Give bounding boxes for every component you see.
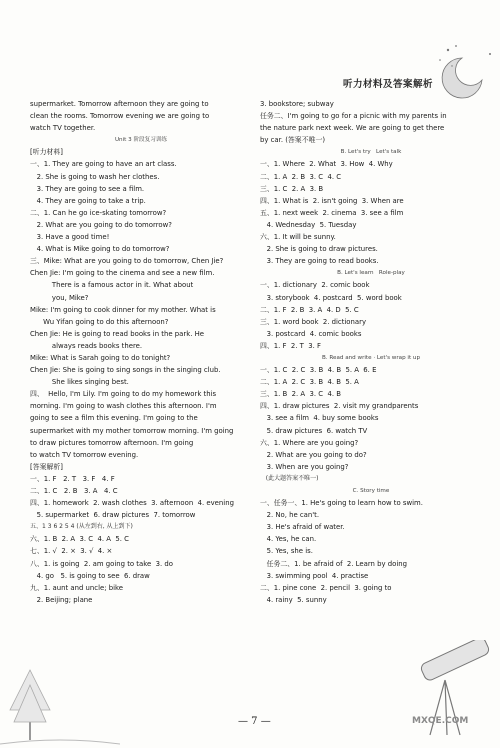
- text-line: 4. rainy 5. sunny: [260, 595, 327, 604]
- text-line: 4. What is Mike going to do tomorrow?: [30, 245, 170, 254]
- text-line: 三、1. B 2. A 3. C 4. B: [260, 390, 341, 399]
- text-line: 3. storybook 4. postcard 5. word book: [260, 293, 402, 302]
- text-line: to watch TV tomorrow evening.: [30, 450, 139, 459]
- text-line: 4. Wednesday 5. Tuesday: [260, 220, 357, 229]
- text-line: 六、1. It will be sunny.: [260, 233, 336, 242]
- text-line: (此大题答案不唯一): [260, 474, 319, 482]
- text-line: 二、1. F 2. B 3. A 4. D 5. C: [260, 305, 359, 314]
- text-line: 2. What are you going to do tomorrow?: [30, 220, 172, 229]
- text-line: 一、1. F 2. T 3. F 4. F: [30, 474, 115, 483]
- text-line: 4. Yes, he can.: [260, 535, 317, 544]
- text-line: [听力材料]: [30, 148, 63, 157]
- text-line: [答案解析]: [30, 462, 63, 471]
- text-line: 二、1. pine cone 2. pencil 3. going to: [260, 583, 392, 592]
- text-line: clean the rooms. Tomorrow evening we are going to: [30, 112, 210, 121]
- text-line: 3. swimming pool 4. practise: [260, 571, 369, 580]
- text-line: 二、1. A 2. C 3. B 4. B 5. A: [260, 378, 359, 387]
- text-line: 4. They are going to take a trip.: [30, 196, 146, 205]
- text-line: Chen Jie: She is going to sing songs in the singing club.: [30, 366, 221, 375]
- text-line: 四、1. F 2. T 3. F: [260, 341, 321, 350]
- text-line: 2. She is going to draw pictures.: [260, 245, 378, 254]
- section-heading: B. Let's try Let's talk: [340, 149, 402, 156]
- text-line: by car. (答案不唯一): [260, 136, 326, 145]
- text-line: 5. Yes, she is.: [260, 547, 313, 556]
- text-line: 3. He's afraid of water.: [260, 523, 345, 532]
- left-column: [30, 98, 252, 606]
- text-line: 任务二、I'm going to go for a picnic with my parents in: [260, 112, 447, 121]
- telescope-decoration: [400, 640, 500, 748]
- text-line: 一、任务一、1. He's going to learn how to swim.: [260, 499, 423, 508]
- text-line: 2. Beijing; plane: [30, 595, 93, 604]
- text-line: There is a famous actor in it. What about: [30, 281, 194, 290]
- text-line: always reads books there.: [30, 341, 143, 350]
- text-line: 2. What are you going to do?: [260, 450, 367, 459]
- text-line: Chen Jie: I'm going to the cinema and see a new film.: [30, 269, 215, 278]
- text-line: 四、1. homework 2. wash clothes 3. afternoon 4. evening: [30, 499, 234, 508]
- text-line: watch TV together.: [30, 124, 96, 133]
- text-line: 2. No, he can't.: [260, 511, 320, 520]
- text-line: Mike: What is Sarah going to do tonight?: [30, 353, 171, 362]
- section-heading: Unit 3 阶段复习训练: [114, 137, 168, 144]
- text-line: supermarket with my mother tomorrow morning. I'm going: [30, 426, 234, 435]
- text-line: 四、1. draw pictures 2. visit my grandparents: [260, 402, 419, 411]
- text-line: 3. postcard 4. comic books: [260, 329, 362, 338]
- text-line: 七、1. √ 2. × 3. √ 4. ×: [30, 547, 113, 556]
- text-line: 4. go 5. is going to see 6. draw: [30, 571, 150, 580]
- section-heading: B. Let's learn Role-play: [337, 270, 405, 277]
- tree-decoration: [0, 640, 120, 748]
- text-line: you, Mike?: [30, 293, 89, 302]
- text-line: 三、1. C 2. A 3. B: [260, 184, 324, 193]
- text-line: 3. They are going to read books.: [260, 257, 379, 266]
- text-line: Wu Yifan going to do this afternoon?: [30, 317, 169, 326]
- text-line: 六、1. B 2. A 3. C 4. A 5. C: [30, 535, 129, 544]
- text-line: 一、1. Where 2. What 3. How 4. Why: [260, 160, 393, 169]
- text-line: to draw pictures tomorrow afternoon. I'm going: [30, 438, 194, 447]
- text-line: supermarket. Tomorrow afternoon they are going to: [30, 100, 209, 108]
- text-line: Chen Jie: He is going to read books in the park. He: [30, 329, 204, 338]
- text-line: 六、1. Where are you going?: [260, 438, 359, 447]
- text-line: 五、1 3 6 2 5 4 (从左到右, 从上到下): [30, 523, 133, 531]
- header-moon-stars-decoration: [390, 40, 500, 100]
- text-line: She likes singing best.: [30, 378, 129, 387]
- text-line: 5. supermarket 6. draw pictures 7. tomorrow: [30, 511, 196, 520]
- right-column: [260, 98, 482, 606]
- text-line: 二、1. A 2. B 3. C 4. C: [260, 172, 342, 181]
- text-line: 3. Have a good time!: [30, 233, 110, 242]
- text-line: 3. When are you going?: [260, 462, 349, 471]
- text-line: 5. draw pictures 6. watch TV: [260, 426, 368, 435]
- text-line: 一、1. C 2. C 3. B 4. B 5. A 6. E: [260, 366, 377, 375]
- text-line: 3. They are going to see a film.: [30, 184, 145, 193]
- text-line: 二、1. Can he go ice-skating tomorrow?: [30, 208, 167, 217]
- text-line: Mike: I'm going to cook dinner for my mother. What is: [30, 305, 216, 314]
- text-line: 三、1. word book 2. dictionary: [260, 317, 367, 326]
- text-line: 3. see a film 4. buy some books: [260, 414, 379, 423]
- text-line: 一、1. dictionary 2. comic book: [260, 281, 370, 290]
- text-line: 3. bookstore; subway: [260, 100, 334, 108]
- text-line: 八、1. is going 2. am going to take 3. do: [30, 559, 173, 568]
- text-line: 2. She is going to wash her clothes.: [30, 172, 160, 181]
- page-number: — 7 —: [238, 716, 271, 727]
- text-line: 四、 Hello, I'm Lily. I'm going to do my homework this: [30, 390, 217, 399]
- page-header-title: 听力材料及答案解析: [343, 79, 434, 90]
- text-line: 三、Mike: What are you going to do tomorrow, Chen Jie?: [30, 257, 224, 266]
- watermark: MXQE.COM: [412, 716, 469, 726]
- section-heading: B. Read and write · Let's wrap it up: [321, 354, 421, 361]
- text-line: 一、1. They are going to have an art class.: [30, 160, 177, 169]
- text-line: 任务二、1. be afraid of 2. Learn by doing: [260, 559, 408, 568]
- text-line: 五、1. next week 2. cinema 3. see a film: [260, 208, 404, 217]
- text-line: morning. I'm going to wash clothes this afternoon. I'm: [30, 402, 217, 411]
- text-line: 九、1. aunt and uncle; bike: [30, 583, 124, 592]
- text-line: the nature park next week. We are going to get there: [260, 124, 445, 133]
- text-line: 二、1. C 2. B 3. A 4. C: [30, 487, 118, 495]
- section-heading: C. Story time: [352, 488, 390, 494]
- text-line: going to see a film this evening. I'm going to the: [30, 414, 198, 423]
- text-line: 四、1. What is 2. isn't going 3. When are: [260, 196, 404, 205]
